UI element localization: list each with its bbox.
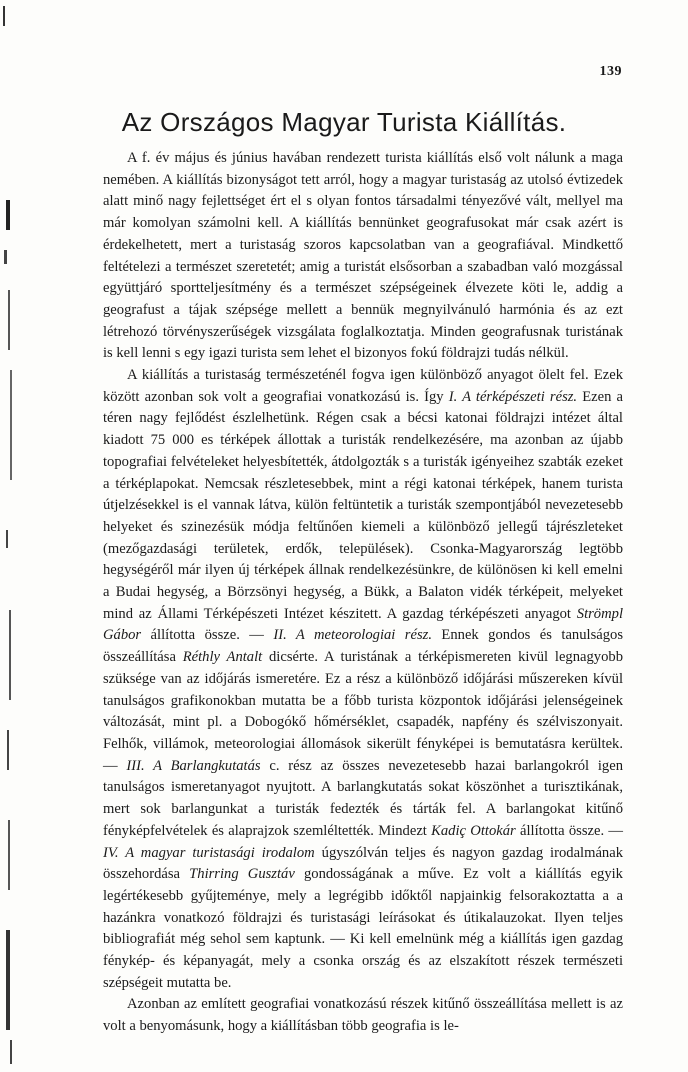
text-run: gondosságának a műve. Ez volt a kiállítás egyik legértékesebb gyűjteménye, mely a legrégibb időktől napjainkig felsorakoztatta a a hazánkra vonatkozó földrajzi és turistasági leírásokat és útikalauzokat. Ilyen teljes bibliografiát még sehol sem kaptunk. — Ki kell emelnünk még a kiállítás igen gazdag fénykép- és képanyagát, mely a csonka ország és az elszakított részek természeti szépségeit mutatta be. <box>103 866 623 991</box>
paragraph-intro <box>103 148 623 365</box>
italic-run: II. A meteorologiai rész. <box>273 627 432 644</box>
text-run: úgyszólván teljes és nagyon gazdag irodalmának összehordása <box>103 844 623 883</box>
text-run: Azonban az említett geografiai vonatkozású részek kitűnő összeállítása mellett is az volt a benyomásunk, hogy a kiállításban több geografia is le- <box>103 996 623 1035</box>
page-number: 139 <box>599 64 622 79</box>
italic-run: Strömpl Gábor <box>103 605 623 644</box>
article-body <box>103 148 623 1038</box>
italic-run: Thirring Gusztáv <box>189 866 295 883</box>
paragraph-exhibition-sections <box>103 365 623 994</box>
text-run: dicsérte. A turistának a térképismereten kivül legnagyobb szüksége van az időjárás ismeretére. Ez a rész a különböző időjárási műszereken kívül tanulságos grafikonokban mutatta be a főbb turista központok időjárási jelenségeinek változását, mint pl. a Dobogókő hőmérséklet, csapadék, napfény és szélviszonyait. Felhők, villámok, meteorologiai állomások sikerült fényképei is bemutatásra kerültek. — <box>103 649 623 774</box>
article-title: Az Országos Magyar Turista Kiállítás. <box>121 107 567 137</box>
scan-edge-marks <box>0 0 24 1072</box>
text-run: állította össze. — <box>141 627 274 644</box>
italic-run: I. A térképészeti rész. <box>448 388 578 405</box>
italic-run: III. A Barlangkutatás <box>126 757 261 774</box>
text-run: A f. év május és június havában rendezett turista kiállítás első volt nálunk a maga nemében. A kiállítás bizonyságot tett arról, hogy a magyar turistaság az utolsó évtizedek alatt minő nagy fejlettséget ért el s olyan fontos társadalmi tényezővé vált, mellyel ma már komolyan számolni kell. A kiállítás bennünket geografusokat már csak azért is érdekelhetett, mert a turistaság szoros kapcsolatban van a geografiával. Mindkettő feltételezi a természet szeretetét; amig a turistát elsősorban a szabadban való mozgással együttjáró sportteljesítmény és a természet szépségeinek élvezete köti le, addig a geografust a tájak szépsége mellett a bennük megnyilvánuló harmónia és az ezt létrehozó törvényszerűségek vizsgálata foglalkoztatja. Minden geografusnak turistának is kell lenni s egy igazi turista sem lehet el bizonyos fokú földrajzi tudás nélkül. <box>103 150 623 362</box>
text-run: Ennek gondos és tanulságos összeállítása <box>103 627 624 666</box>
text-run: Ezen a téren nagy fejlődést észlelhetünk. Régen csak a bécsi katonai földrajzi intézet által kiadott 75 000 es térképek állottak a turisták rendelkezésére, ma azonban az újabb topografiai felvételeket helyesbítették, átdolgozták s a turisták igényeihez szabták ezeket a térképlapokat. Nemcsak részletesebbek, mint a régi katonai térképek, hanem turista útjelzésekkel is el vannak látva, külön feltüntetik a turisták szempontjából nevezetesebb helyeket és szinezésük módja feltűnően kiemeli a különböző jellegű tájrészleteket (mezőgazdasági területek, erdők, települések). Csonka-Magyarország legtöbb hegységéről már ilyen új térképek állnak rendelkezésünkre, de különösen ki kell emelni a Budai hegység, a Börzsönyi hegység, a Bükk, a Balaton vidék térképeit, melyeket mind az Állami Térképészeti Intézet készitett. A gazdag térképészeti anyagot <box>103 388 623 622</box>
text-run: A kiállítás a turistaság természeténél fogva igen különböző anyagot ölelt fel. Ezek között azonban sok volt a geografiai vonatkozású is. Így <box>103 367 623 405</box>
text-run: állította össze. — <box>515 822 623 839</box>
italic-run: Kadiç Ottokár <box>431 822 516 839</box>
italic-run: IV. A magyar turistasági irodalom <box>103 844 315 861</box>
italic-run: Réthly Antalt <box>182 649 263 666</box>
text-run: c. rész az összes nevezetesebb hazai barlangokról igen tanulságos ismeretanyagot nyujtott. A barlangkutatás sokat köszönhet a turisztikának, mert sok barlangunkat a turisták fedezték és tárták fel. A barlangokat kitűnő fényképfelvételek és alaprajzok szemléltették. Mindezt <box>103 757 624 839</box>
paragraph-conclusion <box>103 994 623 1037</box>
